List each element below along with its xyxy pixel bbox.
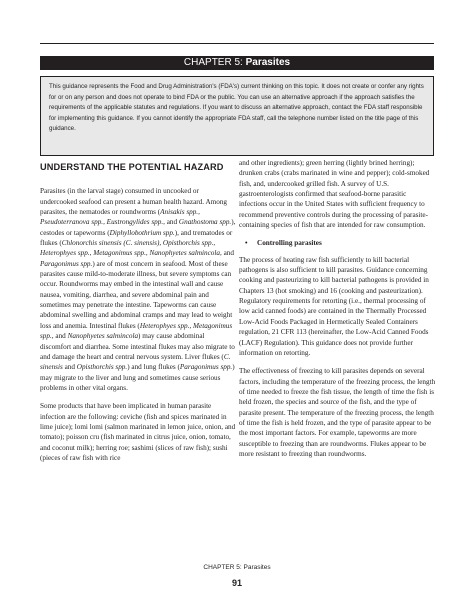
left-column (40, 158, 237, 471)
chapter-banner (40, 56, 434, 70)
subheading-label: Controlling parasites (257, 239, 322, 248)
right-column (239, 158, 436, 467)
subheading-controlling-parasites (245, 238, 436, 248)
paragraph-parasites-overview: Parasites (in the larval stage) consumed in uncooked or undercooked seafood can present a human health hazard. Among parasites, the nematodes or roundworms (Anisakis spp., Pseudoterranova spp., Eustrongylides spp., and Gnathostoma spp.), cestodes or tapeworms (Diphyllobothrium spp.), and trematodes or flukes (Chlonorchis sinensis (C. sinensis), Opisthorchis spp., Heterophyes spp., Metagonimus spp., Nanophyetes salmincola, and Paragonimus spp.) are of most concern in seafood. Most of these parasites cause mild-to-moderate illness, but severe symptoms can occur. Roundworms may embed in the intestinal wall and cause nausea, vomiting, diarrhea, and severe abdominal pain and sometimes may penetrate the intestine. Tapeworms can cause abdominal swelling and abdominal cramps and may lead to weight loss and anemia. Intestinal flukes (Heterophyes spp., Metagonimus spp., and Nanophyetes salmincola) may cause abdominal discomfort and diarrhea. Some intestinal flukes may also migrate to and damage the heart and central nervous system. Liver flukes (C. sinensis and Opisthorchis spp.) and lung flukes (Paragonimus spp.) may migrate to the liver and lung and sometimes cause serious problems in other vital organs. (40, 187, 236, 392)
bullet-icon: • (245, 239, 248, 248)
page-number: 91 (231, 578, 242, 588)
paragraph-implicated-products: Some products that have been implicated in human parasite infection are the following: ceviche (fish and spices marinated in lime juice); lomi lomi (salmon marinated in lemon juice, onion, and tomato); poisson cru (fish marinated in citrus juice, onion, tomato, and coconut milk); herring roe; sashimi (slices of raw fish); sushi (pieces of raw fish with rice (40, 402, 236, 462)
paragraph-freezing: The effectiveness of freezing to kill parasites depends on several factors, including the temperature of the freezing process, the length of time needed to freeze the fish tissue, the length of time the fish is held frozen, the species and source of the fish, and the type of parasite present. The temperature of the freezing process, the length of time the fish is held frozen, and the type of parasite appear to be the most important factors. For example, tapeworms are more susceptible to freezing than are roundworms. Flukes appear to be more resistant to freezing than roundworms. (239, 367, 436, 458)
chapter-title: Parasites (245, 57, 291, 68)
guidance-notice: This guidance represents the Food and Drug Administration's (FDA's) current thinking on this topic. It does not create or confer any rights for or on any person and does not operate to bind FDA or the public. You can use an alternative approach if the approach satisfies the requirements of the applicable statutes and regulations. If you want to discuss an alternative approach, contact the FDA staff responsible for implementing this guidance. If you cannot identify the appropriate FDA staff, call the telephone number listed on the title page of this guidance. (40, 76, 434, 156)
section-heading: UNDERSTAND THE POTENTIAL HAZARD (40, 162, 224, 172)
paragraph-products-continued: and other ingredients); green herring (lightly brined herring); drunken crabs (crabs marinated in wine and pepper); cold-smoked fish, and, undercooked grilled fish. A survey of U.S. gastroenterologists confirmed that seafood-borne parasitic infections occur in the United States with sufficient frequency to recommend preventive controls during the processing of parasite-containing species of fish that are intended for raw consumption. (239, 159, 430, 230)
footer-chapter: CHAPTER 5: Parasites (203, 564, 271, 571)
paragraph-heating: The process of heating raw fish sufficiently to kill bacterial pathogens is also sufficient to kill parasites. Guidance concerning cooking and pasteurizing to kill bacterial pathogens is provided in Chapters 13 (hot smoking) and 16 (cooking and pasteurization). Regulatory requirements for retorting (i.e., thermal processing of low acid canned foods) are contained in the Thermally Processed Low-Acid Foods Packaged in Hermetically Sealed Containers regulation, 21 CFR 113 (hereinafter, the Low-Acid Canned Foods (LACF) Regulation). This guidance does not provide further information on retorting. (239, 255, 429, 357)
chapter-label: CHAPTER 5: (183, 57, 243, 68)
header-rule (40, 43, 434, 44)
